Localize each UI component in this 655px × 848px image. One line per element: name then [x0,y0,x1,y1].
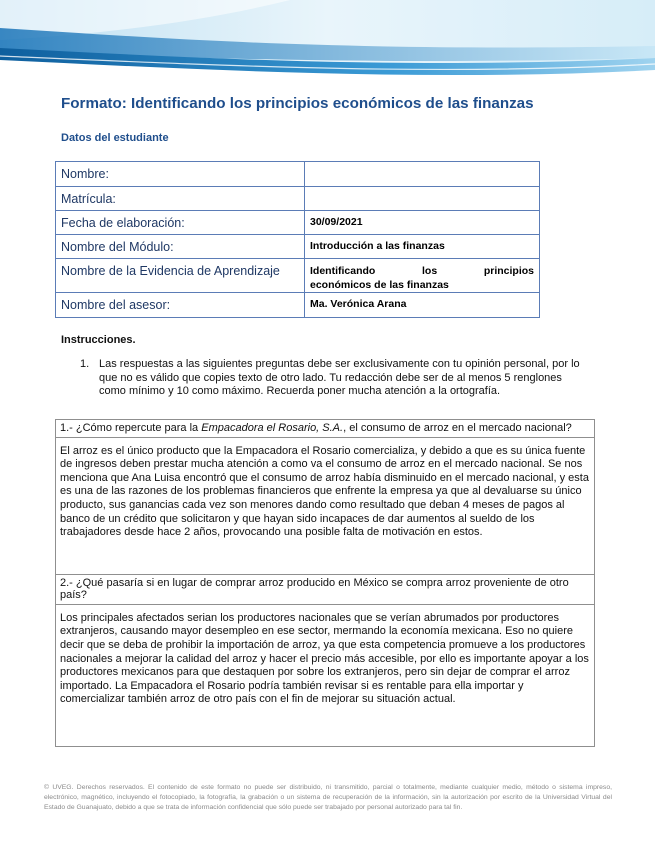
value-evidencia-line2: económicos de las finanzas [310,279,449,291]
instructions-text: Las respuestas a las siguientes preguntas debe ser exclusivamente con tu opinión personal, por lo que no es válido que copies texto de otro lado. Tu redacción debe ser de al menos 5 renglones como mínimo y 10 como máximo. Recuerda poner mucha atención a la ortografía. [99,358,580,397]
answer-2: Los principales afectados serian los productores nacionales que se verían abrumados por productores extranjeros, causando mayor desempleo en ese sector, mermando la economía mexicana. Eso no quiere decir que se deba de prohibir la importación de arroz, ya que esta competencia promueve a los productores nacionales a mejorar la calidad del arroz y hacer el precio más accesible, por ello es importante apoyar a los productores mexicanos para que destaquen por sobre los extranjeros, pero sin dejar de comprar el arroz importado. La Empacadora el Rosario podría también revisar si es rentable para ella importar y comercializar también arroz de otro país con el fin de mejorar su situación actual. [60,611,589,706]
value-matricula [305,187,540,211]
label-evidencia: Nombre de la Evidencia de Aprendizaje [56,259,305,293]
label-fecha: Fecha de elaboración: [56,211,305,235]
copyright-footer: © UVEG. Derechos reservados. El contenido de este formato no puede ser distribuido, ni transmitido, parcial o totalmente, mediante cualquier medio, método o sistema impreso, electrónico, magnético, incluyendo el fotocopiado, la fotografía, la grabación o un sistema de recuperación de la información, sin la autorización por escrito de la Universidad Virtual del Estado de Guanajuato, debido a que se trata de información confidencial que sólo puede ser trabajado por personal autorizado para tal fin. [44,784,612,811]
table-row [56,293,540,318]
value-modulo: Introducción a las finanzas [305,235,540,259]
table-row [56,259,540,293]
value-evidencia-line1: Identificando los principios [310,265,534,277]
table-row [56,211,540,235]
header-banner [0,0,655,80]
table-row [56,187,540,211]
label-asesor: Nombre del asesor: [56,293,305,318]
student-data-table [55,161,540,318]
document-title: Formato: Identificando los principios económicos de las finanzas [61,95,534,112]
student-data-heading: Datos del estudiante [61,132,169,144]
table-row [56,162,540,187]
question-1-emphasis: Empacadora el Rosario, S.A. [201,422,344,434]
instructions-item [80,358,590,399]
question-2: 2.- ¿Qué pasaría si en lugar de comprar arroz producido en México se compra arroz proveniente de otro país? [56,575,594,605]
label-nombre: Nombre: [56,162,305,187]
value-nombre [305,162,540,187]
instructions-heading: Instrucciones. [61,334,136,346]
value-fecha: 30/09/2021 [305,211,540,235]
label-matricula: Matrícula: [56,187,305,211]
question-1 [56,420,594,438]
questions-table [55,419,595,747]
value-asesor: Ma. Verónica Arana [305,293,540,318]
value-evidencia [305,259,540,293]
label-modulo: Nombre del Módulo: [56,235,305,259]
question-1-prefix: 1.- ¿Cómo repercute para la [60,422,202,434]
instructions-number: 1. [80,358,90,370]
question-1-suffix: , el consumo de arroz en el mercado nacional? [343,422,572,434]
answer-1: El arroz es el único producto que la Empacadora el Rosario comercializa, y debido a que es su única fuente de ingresos deben prestar mucha atención a como va el consumo de arroz en el mercado nacional. Se nos menciona que Ana Luisa encontró que el consumo de arroz había disminuido en el mercado nacional, y esta es una de las razones de los problemas financieros que enfrente la empresa ya que al devaluarse su único producto, sus ganancias cada vez son menores dando como resultado que deban 4 meses de pagos al banco de un crédito que solicitaron y que hayan sido incapaces de dar aumentos al sueldo de los trabajadores desde hace 2 años, provocando una posible falta de motivación en estos. [56,438,594,575]
table-row [56,235,540,259]
